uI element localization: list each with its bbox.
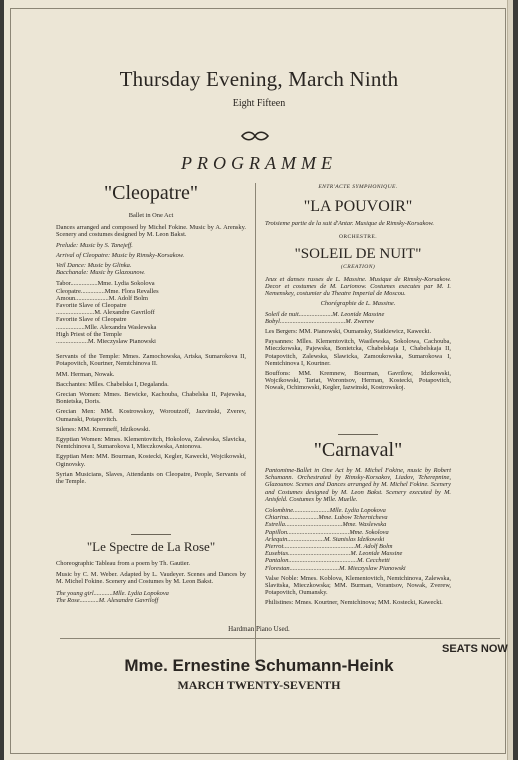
spectre-credits-1: Choreographic Tableau from a poem by Th. Gautier. (56, 560, 191, 567)
cast-line: Eusebius.......................................M. Leonide Massine (265, 550, 403, 558)
cast-line: Soleil de nuit.....................M. Leonide Massine (265, 310, 385, 318)
cleopatre-servants: Servants of the Temple: Mmes. Zamochowska, Artska, Sumarokova II, Potapovitch, Kourtner, Nemtchinova II. (56, 353, 246, 368)
carnaval-title: "Carnaval" (313, 439, 403, 461)
cast-line: Arlequin.......................M. Stanislas Idzikowski (265, 535, 385, 543)
cast-line: The young girl............Mlle. Lydia Lopokova (56, 589, 169, 597)
soleil-paysannes: Paysannes: Mlles. Klementovitch, Wasilewska, Sokolowa, Cachouba, Mieczkowska, Pajewska, Bonietcka, Chabelskaja I, Chabelskaja II, Potapovitch, Zalewska, Slawicka, Zamoukowska, Sumarokowa I, Nemtchinova I, Kourtner. (265, 338, 451, 367)
cast-line: Papillon.......................................Mme. Sokolova (265, 528, 389, 536)
soleil-choreo: Chorégraphie de L. Massine. (320, 300, 396, 308)
cast-line: Colombine.......................Mlle. Lydia Lopokova (265, 507, 386, 515)
section-separator (338, 434, 378, 435)
carnaval-cast (265, 507, 451, 572)
cast-line: Tabor.................Mme. Lydia Sokolova (56, 280, 155, 288)
cleopatre-arrival: Arrival of Cleopatre: Music by Rimsky-Korsakow. (56, 251, 185, 259)
page-title: Thursday Evening, March Ninth (119, 67, 399, 91)
section-separator (131, 534, 171, 535)
cleopatre-credits: Dances arranged and composed by Michel Fokine. Music by A. Arensky. Scenery and costumes designed by M. Leon Bakst. (56, 224, 246, 239)
cast-line: Chiarina...................Mme. Lubow Tchernicheva (265, 514, 388, 522)
footer-rule (60, 638, 500, 639)
cleopatre-grecian-women: Grecian Women: Mmes. Bewicke, Kachouba, Chabelska II, Pajewska, Bonietska, Doris. (56, 391, 246, 406)
cleopatre-egyptian-women: Egyptian Women: Mmes. Klementovitch, Hokolova, Zalewska, Slavicka, Nemtchinova I, Sumarokova I, Mieczkowska, Antonova. (56, 436, 246, 451)
cast-line: Bobyl.........................................M. Zwerew (265, 317, 374, 325)
orchestre-heading: ORCHESTRE. (338, 234, 378, 241)
programme-heading: PROGRAMME (181, 153, 337, 173)
cleopatre-veil: Veil Dance: Music by Glinka. (56, 262, 132, 270)
soleil-cast (265, 311, 451, 325)
left-column (56, 182, 246, 488)
cleopatre-cast (56, 280, 246, 345)
cleopatre-egyptian-men: Egyptian Men: MM. Bourman, Kostecki, Kegler, Kawecki, Wojcikowski, Oginovsky. (56, 453, 246, 468)
cleopatre-syrian: Syrian Musicians, Slaves, Attendants on Cleopatre, People, Servants of the Temple. (56, 470, 246, 486)
cleopatre-grecian-men: Grecian Men: MM. Kostrowskoy, Woroutzoff, Jazvinski, Zverev, Oumanski, Potapovitch. (56, 408, 246, 423)
cast-line: Pantalon...........................................M. Cecchetti (265, 557, 390, 565)
carnaval-philistines: Philistines: Mmes. Kourtner, Nemtchinova; MM. Kostecki, Kawecki. (265, 599, 443, 607)
cast-line: Cleopatre...............Mme. Flora Revalles (56, 287, 159, 295)
cleopatre-subtitle: Ballet in One Act (128, 212, 174, 219)
right-column (265, 184, 451, 392)
carnaval-section (265, 430, 451, 607)
soleil-creation: (CREATION) (340, 263, 376, 270)
cast-line: Florestan...............................M. Mieczyslaw Pianowski (265, 564, 406, 572)
piano-note-wrap (0, 626, 518, 633)
cast-line: Pierrot.............................................M. Adolf Bolm (265, 543, 393, 551)
entracte-heading: ENTR'ACTE SYMPHONIQUE. (318, 184, 398, 190)
soleil-title: "SOLEIL DE NUIT" (294, 245, 422, 262)
next-artist: Mme. Ernestine Schumann-Heink (124, 656, 394, 675)
soleil-desc: Jeux et danses russes de L. Massine. Musique de Rimsky-Korsakow. Decor et costumes de M. Larionow. Costumes executes par M. I. Nemenskey, costumier du Theatre Imperial de Moscou. (265, 275, 451, 298)
soleil-bouffons: Bouffons: MM. Kremnew, Bourman, Gavrilow, Idzikowski, Wojcikowski, Tariat, Worontsov, Herman, Kostecki, Potapovitch, Nowak, Ochimowski, Kegler, Iazwinski, Kostrowskoj. (265, 370, 451, 392)
page-subtitle: Eight Fifteen (232, 98, 286, 109)
cleopatre-silenes: Silenes: MM. Kremneff, Idzikowski. (56, 425, 151, 433)
cast-line: Favorite Slave of Cleopatre (56, 316, 127, 324)
ornament-icon (240, 130, 270, 146)
cast-line: ....................M. Mieczyslaw Pianowski (56, 338, 156, 346)
cast-line: Favorite Slave of Cleopatre (56, 302, 127, 310)
spectre-cast (56, 590, 246, 604)
column-divider (255, 183, 256, 663)
cleopatre-bacchanale: Bacchanale: Music by Glazounow. (56, 269, 145, 277)
cast-line: ..................Mlle. Alexandra Waslewska (56, 323, 157, 331)
cleopatre-servants-men: MM. Herman, Nowak. (56, 370, 115, 378)
soleil-bergers: Les Bergers: MM. Pianowski, Oumansky, Statkiewicz, Kawecki. (265, 328, 432, 336)
cleopatre-title: "Cleopatre" (103, 182, 199, 204)
pouvoir-desc: Troisieme partie de la suit d'Antar. Musique de Rimsky-Korsakow. (265, 220, 434, 228)
piano-note: Hardman Piano Used. (228, 625, 290, 633)
carnaval-desc: Pantomime-Ballet in One Act by M. Michel Fokine, music by Robert Schumann. Orchestrated by Rimsky-Korsakov, Liadov, Tcherepnine, Glazounov. Scenes and Dances arranged by M. Michel Fokine. Scenery and Costumes designed by M. Leon Bakst. Scenery executed by M. Anisfeld. Costumes by Mlle. Muelle. (265, 467, 451, 503)
cast-line: Amoun.....................M. Adolf Bolm (56, 294, 148, 302)
next-date: MARCH TWENTY-SEVENTH (177, 678, 341, 692)
cast-line: Estrella....................................Mme. Waslewska (265, 521, 387, 529)
pouvoir-title: "LA POUVOIR" (303, 198, 413, 216)
spectre-section (56, 530, 246, 604)
cast-line: The Rose............M. Alexandre Gavriloff (56, 596, 159, 604)
spectre-title: "Le Spectre de La Rose" (86, 539, 216, 554)
spectre-credits-2: Music by C. M. Weber. Adapted by L. Vaudeyer. Scenes and Dances by M. Michel Fokine. Scenery and Costumes by M. Leon Bakst. (56, 571, 246, 586)
cleopatre-bacchantes: Bacchantes: Mlles. Chabelska I, Degalanda. (56, 380, 169, 388)
cast-line: ........................M. Alexandre Gavriloff (56, 309, 155, 317)
cast-line: High Priest of the Temple (56, 330, 122, 338)
seats-now: SEATS NOW (442, 643, 508, 655)
cleopatre-prelude: Prelude: Music by S. Tanejeff. (56, 241, 133, 249)
carnaval-valse: Valse Noble: Mmes. Koblova, Klementovitch, Nemtchinova, Zalewska, Slavitska, Mieczkowska; MM. Burman, Vorantsov, Nowak, Zverew, Potapovitch, Oumansky. (265, 574, 451, 597)
